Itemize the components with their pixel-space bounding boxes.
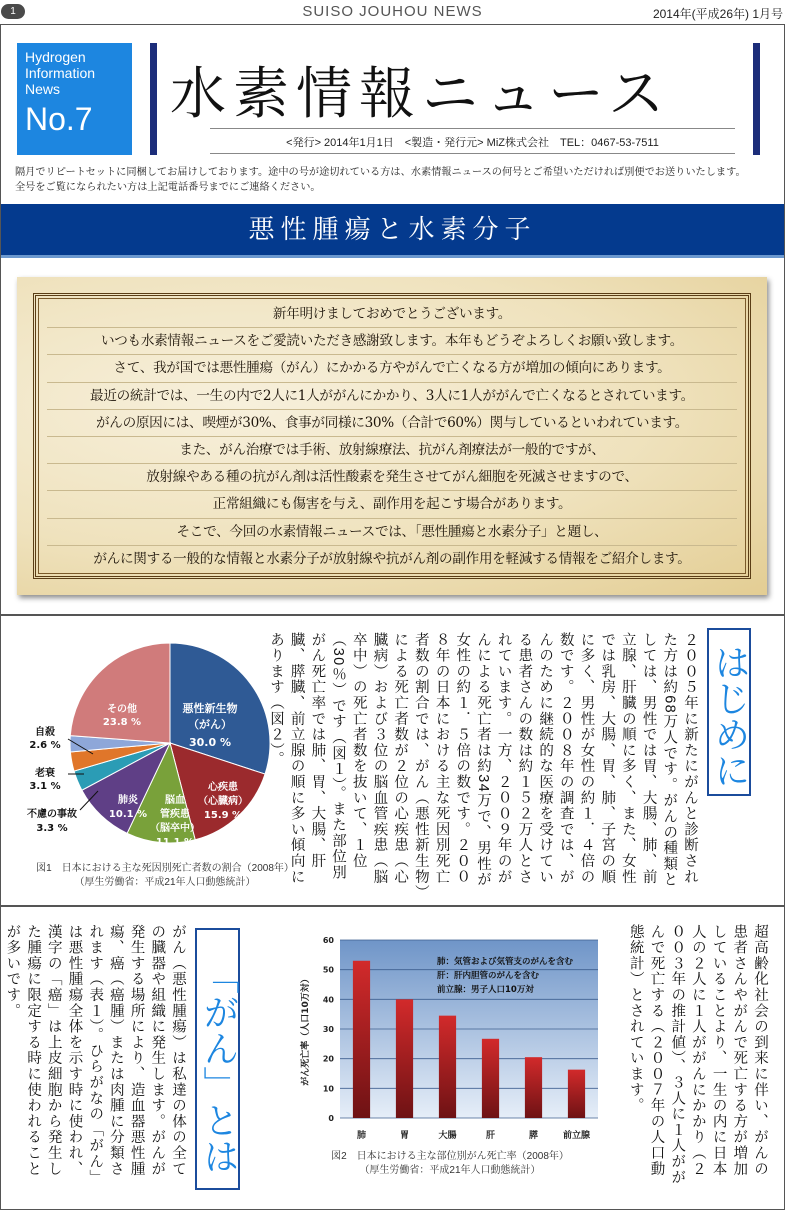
pie-value-other: 23.8 % [102,717,142,728]
pie-label-senility: 老衰 [35,768,55,779]
feature-title-banner: 悪性腫瘍と水素分子 [1,204,784,258]
pie-label-accident: 不慮の事故 [27,809,77,820]
greeting-line: がんに関する一般的な情報と水素分子が放射線や抗がん剤の副作用を軽減する情報をご紹介します。 [93,550,691,567]
heading-what-is-cancer: 「がん」とは [195,928,240,1190]
pie-label-cancer-sub: （がん） [188,718,232,731]
bar [353,961,370,1118]
x-axis-labels [357,1129,590,1141]
greeting-panel [17,277,767,595]
pie-value-heart: 15.9 % [203,810,243,821]
figure-2-caption [290,1150,610,1178]
top-strip [0,0,785,25]
svg-text:胃: 胃 [399,1131,410,1141]
newsletter-title: 水素情報ニュース [170,62,672,127]
masthead-line-1: Hydrogen [25,49,86,65]
issue-number: No.7 [25,101,93,137]
pie-slice [70,643,170,743]
masthead-badge [17,43,132,155]
rule-top [210,128,735,129]
what-is-cancer-body-text: がん（悪性腫瘍）は私達の体の全ての臓器や組織に発生します。がんが発生する場所により、造血器悪性腫瘍、癌（癌腫）または肉腫に分類されます（表１）。ひらがなの「がん」は悪性腫瘍全体を示す時に使われ、漢字の「癌」は上皮細胞から発生した腫瘍に限定する時に使われることが多いです。 [4,924,186,1186]
pie-value-cancer: 30.0 % [189,736,231,749]
svg-text:膵: 膵 [528,1131,539,1141]
title-accent-bar-right [753,43,760,155]
pie-label-stroke-sub: 管疾患 [160,809,190,820]
greeting-line: また、がん治療では手術、放射線療法、抗がん剤療法が一般的ですが、 [47,437,737,464]
svg-text:50: 50 [322,965,334,975]
section-divider [1,905,784,907]
pie-value-suicide: 2.6 % [29,740,61,751]
bar [525,1057,542,1118]
greeting-line: いつも水素情報ニュースをご愛読いただき感謝致します。本年もどうぞよろしくお願い致します。 [47,328,737,355]
annotation-lung: 肺：気管および気管支のがんを含む [437,957,574,967]
series-name: SUISO JOUHOU NEWS [302,3,483,20]
bar [568,1070,585,1118]
bar [482,1039,499,1118]
greeting-text [47,301,737,573]
pie-value-accident: 3.3 % [36,823,68,834]
pie-label-stroke: 脳血 [165,795,185,806]
pie-label-heart-sub: （心臓病） [198,796,248,807]
greeting-line: がんの原因には、喫煙が30%、食事が同様に30%（合計で60%）関与しているといわれています。 [47,410,737,437]
y-axis-label: がん死亡率（人口10万対） [301,974,311,1086]
svg-text:20: 20 [322,1054,334,1064]
figure-1-source: （厚生労働省：平成21年人口動態統計） [74,877,256,888]
svg-text:肝: 肝 [485,1131,496,1141]
intro-continued-text: 超高齢化社会の到来に伴い、がんの患者さんやがんで死亡する方が増加していることより、一生の内に日本人の２人に１人ががんにかかり（２００３年の推計値）、３人に１人ががんで死亡する（２００７年の人口動態統計）とされています。 [627,924,768,1186]
greeting-line: そこで、今回の水素情報ニュースでは、「悪性腫瘍と水素分子」と題し、 [47,519,737,546]
issue-date: 2014年(平成26年) 1月号 [652,7,783,21]
distribution-notice [15,165,775,195]
annotation-prostate: 前立腺：男子人口10万対 [437,985,534,995]
svg-text:60: 60 [322,936,334,945]
pie-value-stroke: 11.1 % [155,837,195,848]
svg-text:0: 0 [328,1114,334,1123]
figure-2-title: 図2 日本における主な部位別がん死亡率（2008年） [331,1151,569,1162]
figure-2-source: （厚生労働省：平成21年人口動態統計） [359,1165,541,1176]
heading-intro: はじめに [707,628,751,796]
figure-1-caption [20,862,310,890]
bar [396,999,413,1118]
rule-bottom [210,153,735,154]
figure-1-title: 図1 日本における主な死因別死亡者数の割合（2008年） [36,863,294,874]
greeting-line: さて、我が国では悪性腫瘍（がん）にかかる方やがんで亡くなる方が増加の傾向にあります。 [47,355,737,382]
greeting-line: 正常組織にも傷害を与え、副作用を起こす場合があります。 [47,491,737,518]
figure-2-bar-chart [290,910,610,1210]
pie-label-heart: 心疾患 [208,782,238,793]
masthead-line-2: Information [25,65,96,81]
annotation-liver: 肝：肝内胆管のがんを含む [437,971,540,981]
svg-text:前立腺: 前立腺 [562,1131,591,1141]
pie-value-senility: 3.1 % [29,781,61,792]
page-number-badge: 1 [1,4,25,19]
intro-body-text: ２００５年に新たにがんと診断された方は約68万人です。がんの種類としては、男性では胃、大腸、肺、前立腺、肝臓の順に多く、また、女性では乳房、大腸、胃、肺、子宮の順に多く、男性が女性の約１．４倍の数です。２００８年の調査では、がんのために継続的な医療を受けている患者さんの数は約１５２万人とされています。一方、２００９年のがんによる死亡者は約34万で、男性が女性の約１．５倍の数です。２００８年の日本における主な死因別死亡者数の割合では、がん（悪性新生物）による死亡者数が２位の心疾患（心臓病）および３位の脳血管疾患（脳卒中）の死亡者数を抜いて、１位（30％）です（図１）。また部位別がん死亡率では肺、胃、大腸、肝臓、膵臓、前立腺の順に多い傾向にあります（図２）。 [267,632,698,894]
notice-line-1: 隔月でリピートセットに同梱してお届けしております。途中の号が途切れている方は、水素情報ニュースの何号とご希望いただければ別便でお送りいたします。 [15,167,746,178]
greeting-line: 最近の統計では、一生の内で2人に1人ががんにかかり、3人に1人ががんで亡くなるとされています。 [47,383,737,410]
notice-line-2: 全号をご覧になられたい方は上記電話番号までにご連絡ください。 [15,182,321,193]
pie-value-pneumonia: 10.1 % [108,809,148,820]
svg-text:大腸: 大腸 [438,1131,457,1141]
greeting-line: 新年明けましておめでとうございます。 [47,301,737,328]
bar [439,1016,456,1118]
bar-chart-graphic [290,910,610,1150]
title-accent-bar-left [150,43,157,155]
publication-info: <発行> 2014年1月1日 <製造・発行元> MiZ株式会社 TEL：0467-53-7511 [286,137,659,149]
pie-label-cancer: 悪性新生物 [182,702,238,715]
greeting-line: 放射線やある種の抗がん剤は活性酸素を発生させてがん細胞を死滅させますので、 [47,464,737,491]
section-divider [1,614,784,616]
svg-text:10: 10 [322,1084,334,1094]
pie-label-stroke-sub2: （脳卒中） [150,823,200,834]
svg-text:40: 40 [322,995,334,1005]
masthead-line-3: News [25,81,61,97]
y-axis-ticks [323,936,335,1123]
pie-label-pneumonia: 肺炎 [118,795,138,806]
svg-text:30: 30 [322,1025,334,1034]
svg-text:肺: 肺 [356,1131,367,1141]
pie-label-other: その他 [107,704,137,715]
pie-label-suicide: 自殺 [35,727,55,738]
